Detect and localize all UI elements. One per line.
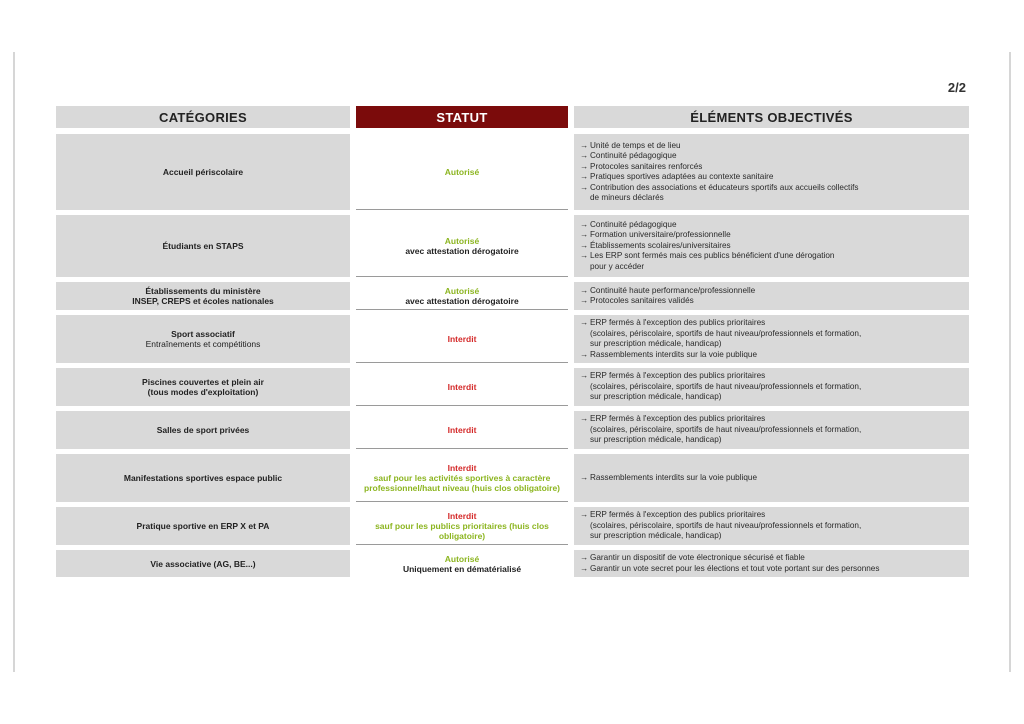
header-elements: ÉLÉMENTS OBJECTIVÉS — [574, 106, 969, 128]
status-detail: avec attestation dérogatoire — [405, 245, 519, 256]
table-row — [56, 550, 969, 577]
arrow-icon: → — [580, 140, 589, 150]
list-item: → Protocoles sanitaires renforcés — [580, 161, 703, 171]
category-subtitle: INSEP, CREPS et écoles nationales — [132, 296, 274, 306]
list-item: → Continuité pédagogique — [580, 219, 677, 229]
arrow-icon: → — [580, 182, 589, 192]
category-cell — [56, 282, 350, 310]
status-cell — [356, 368, 568, 406]
table-row — [56, 134, 969, 210]
arrow-icon: → — [580, 172, 589, 181]
list-item: → ERP fermés à l'exception des publics prioritaires (scolaires, périscolaire, sportifs de haut niveau/professionnels et formation, sur prescription médicale, handicap) — [580, 510, 862, 541]
status-main: Autorisé — [444, 235, 480, 246]
elements-cell — [574, 134, 969, 210]
arrow-icon: → — [580, 219, 589, 229]
arrow-icon: → — [580, 230, 589, 240]
arrow-icon: → — [580, 285, 589, 295]
elements-cell — [574, 368, 969, 406]
category-cell — [56, 315, 350, 363]
status-main: Interdit — [447, 510, 477, 521]
list-item: → Pratiques sportives adaptées au contexte sanitaire — [580, 172, 774, 181]
header-categories: CATÉGORIES — [56, 106, 350, 128]
status-main: Autorisé — [444, 285, 480, 296]
list-item: → Continuité haute performance/professionnelle — [580, 285, 756, 295]
list-item: → Contribution des associations et éducateurs sportifs aux accueils collectifs de mineurs déclarés — [580, 182, 859, 202]
list-item: → Établissements scolaires/universitaires — [580, 240, 731, 250]
status-detail: avec attestation dérogatoire — [405, 295, 519, 306]
status-cell — [356, 550, 568, 577]
table-row — [56, 282, 969, 310]
list-item: → Formation universitaire/professionnelle — [580, 230, 731, 240]
elements-cell — [574, 411, 969, 449]
rules-table — [56, 106, 969, 582]
category-subtitle: Entraînements et compétitions — [145, 339, 261, 349]
status-cell — [356, 454, 568, 502]
list-item: → Rassemblements interdits sur la voie publique — [580, 349, 758, 359]
list-item: → Continuité pédagogique — [580, 151, 677, 160]
category-cell — [56, 507, 350, 545]
arrow-icon: → — [580, 240, 589, 250]
category-title: Pratique sportive en ERP X et PA — [136, 521, 270, 531]
status-main: Interdit — [447, 462, 477, 473]
arrow-icon: → — [580, 510, 589, 520]
category-title: Manifestations sportives espace public — [123, 473, 283, 483]
list-item: → ERP fermés à l'exception des publics prioritaires (scolaires, périscolaire, sportifs de haut niveau/professionnels et formation, sur prescription médicale, handicap) — [580, 414, 862, 445]
category-title: Piscines couvertes et plein air — [142, 377, 264, 387]
arrow-icon: → — [580, 151, 589, 160]
elements-cell — [574, 454, 969, 502]
elements-cell — [574, 215, 969, 277]
header-status: STATUT — [356, 106, 568, 128]
table-row — [56, 411, 969, 449]
status-main: Interdit — [447, 424, 477, 435]
status-main: Autorisé — [444, 553, 480, 564]
status-main: Interdit — [447, 381, 477, 392]
arrow-icon: → — [580, 414, 589, 424]
category-title: Établissements du ministère — [145, 286, 261, 296]
category-subtitle: (tous modes d'exploitation) — [147, 387, 259, 397]
arrow-icon: → — [580, 161, 589, 171]
list-item: → Garantir un dispositif de vote électronique sécurisé et fiable — [580, 553, 805, 562]
status-cell — [356, 411, 568, 449]
category-cell — [56, 550, 350, 577]
table-row — [56, 507, 969, 545]
status-cell — [356, 282, 568, 310]
category-cell — [56, 454, 350, 502]
status-main: Autorisé — [444, 166, 480, 177]
status-cell — [356, 315, 568, 363]
elements-cell — [574, 282, 969, 310]
list-item: → ERP fermés à l'exception des publics prioritaires (scolaires, périscolaire, sportifs de haut niveau/professionnels et formation, sur prescription médicale, handicap) — [580, 371, 862, 402]
page-left-edge — [13, 52, 15, 672]
status-main: Interdit — [447, 333, 477, 344]
arrow-icon: → — [580, 296, 589, 305]
arrow-icon: → — [580, 318, 589, 327]
table-row — [56, 215, 969, 277]
table-row — [56, 368, 969, 406]
status-cell — [356, 134, 568, 210]
list-item: → Unité de temps et de lieu — [580, 140, 681, 150]
category-cell — [56, 134, 350, 210]
arrow-icon: → — [580, 553, 589, 562]
table-row — [56, 454, 969, 502]
category-title: Accueil périscolaire — [162, 167, 244, 177]
arrow-icon: → — [580, 563, 589, 573]
status-detail: sauf pour les publics prioritaires (huis clos obligatoire) — [375, 520, 549, 541]
list-item: → ERP fermés à l'exception des publics prioritaires (scolaires, périscolaire, sportifs de haut niveau/professionnels et formation, sur prescription médicale, handicap) — [580, 318, 862, 348]
page-right-edge — [1009, 52, 1011, 672]
list-item: → Rassemblements interdits sur la voie publique — [580, 472, 758, 482]
status-detail: sauf pour les activités sportives à caractère professionnel/haut niveau (huis clos obligatoire) — [364, 472, 560, 493]
table-row — [56, 315, 969, 363]
page-number: 2/2 — [947, 80, 966, 95]
category-title: Sport associatif — [171, 329, 235, 339]
category-cell — [56, 368, 350, 406]
category-cell — [56, 215, 350, 277]
arrow-icon: → — [580, 371, 589, 381]
status-cell — [356, 507, 568, 545]
status-detail: Uniquement en dématérialisé — [402, 563, 522, 574]
arrow-icon: → — [580, 472, 589, 482]
arrow-icon: → — [580, 251, 589, 261]
elements-cell — [574, 550, 969, 577]
category-title: Vie associative (AG, BE...) — [150, 558, 256, 569]
elements-cell — [574, 507, 969, 545]
arrow-icon: → — [580, 349, 589, 359]
category-title: Salles de sport privées — [156, 425, 250, 435]
elements-cell — [574, 315, 969, 363]
category-title: Étudiants en STAPS — [162, 241, 244, 251]
list-item: → Protocoles sanitaires validés — [580, 296, 694, 305]
list-item: → Les ERP sont fermés mais ces publics bénéficient d'une dérogation pour y accéder — [580, 251, 835, 271]
table-header — [56, 106, 969, 128]
category-cell — [56, 411, 350, 449]
list-item: → Garantir un vote secret pour les élections et tout vote portant sur des personnes — [580, 563, 880, 573]
status-cell — [356, 215, 568, 277]
